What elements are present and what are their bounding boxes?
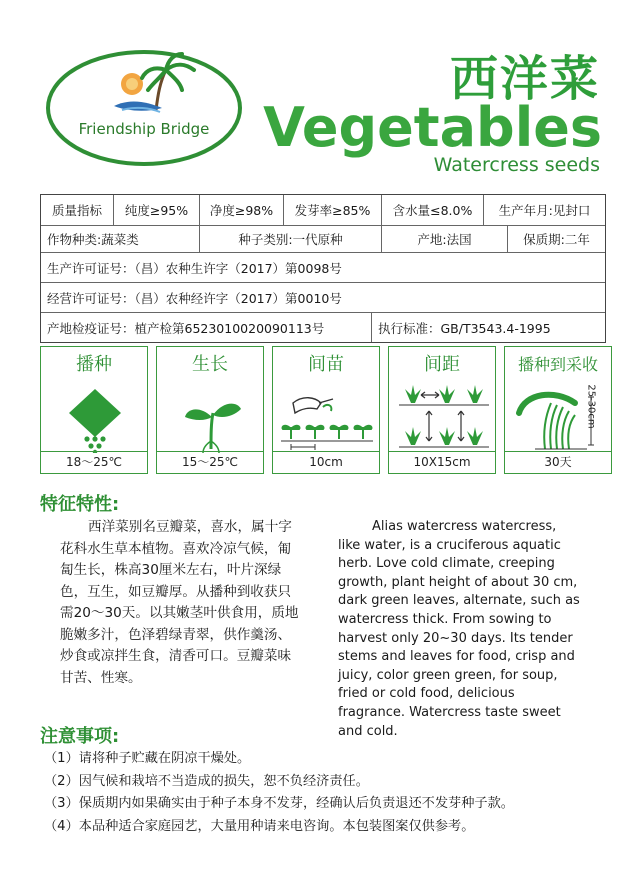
spec-cell: 产地:法国	[381, 226, 507, 252]
spec-cell: 种子类别:一代原种	[199, 226, 381, 252]
features-en-line: herb. Love cold climate, creeping	[338, 556, 555, 572]
spec-row-type	[41, 225, 605, 252]
guide-label: 生长	[192, 354, 228, 375]
guide-label: 播种	[76, 354, 112, 375]
features-cn-line: 花科水生草本植物。喜欢冷凉气候，匍	[60, 540, 292, 557]
guide-growth	[156, 346, 264, 474]
spec-cell: 产地检疫证号：植产检第6523010020090113号	[47, 320, 325, 336]
brand-logo	[44, 48, 244, 168]
logo-text: Friendship Bridge	[78, 120, 210, 138]
guide-value: 10X15cm	[389, 451, 495, 473]
features-english	[338, 518, 606, 741]
spec-cell: 生产年月:见封口	[483, 195, 605, 225]
notes-title: 注意事项:	[40, 726, 120, 747]
features-en-line: harvest only 20~30 days. Its tender	[338, 630, 573, 646]
guide-spacing	[388, 346, 496, 474]
features-chinese	[60, 517, 328, 689]
spacing-icon	[389, 383, 497, 453]
thinning-icon	[273, 383, 381, 453]
spec-cell: 保质期:二年	[507, 226, 605, 252]
guide-value: 15～25℃	[157, 451, 263, 473]
spec-table	[40, 194, 606, 343]
spec-cell: 含水量≤8.0%	[381, 195, 483, 225]
spec-row-quality	[41, 195, 605, 225]
notes-item: （2）因气候和栽培不当造成的损失，恕不负经济责任。	[44, 773, 369, 789]
spec-cell: 经营许可证号：（昌）农种经许字（2017）第0010号	[47, 290, 342, 306]
guide-label: 间苗	[308, 354, 344, 375]
guide-thinning	[272, 346, 380, 474]
title-chinese: 西洋菜	[449, 51, 600, 107]
features-en-line: fragrance. Watercress taste sweet	[338, 704, 561, 720]
growing-guide	[40, 346, 612, 474]
spec-cell: 净度≥98%	[199, 195, 283, 225]
features-en-line: Alias watercress watercress,	[372, 519, 557, 534]
notes-item: （3）保质期内如果确实由于种子本身不发芽，经确认后负责退还不发芽种子款。	[44, 796, 514, 811]
features-cn-line: 西洋菜别名豆瓣菜，喜水，属十字	[88, 519, 292, 535]
features-en-line: watercress thick. From sowing to	[338, 611, 552, 627]
notes-item: （4）本品种适合家庭园艺，大量用种请来电咨询。本包装图案仅供参考。	[44, 818, 475, 834]
features-cn-line: 需20～30天。以其嫩茎叶供食用，质地	[60, 605, 299, 621]
features-en-line: dark green leaves, alternate, such as	[338, 593, 580, 609]
features-en-line: growth, plant height of about 30 cm,	[338, 574, 578, 590]
notes-item: （1）请将种子贮藏在阴凉干燥处。	[44, 751, 251, 766]
logo-emblem-icon	[44, 48, 244, 168]
features-cn-line: 色，互生，如豆瓣厚。从播种到收获只	[60, 583, 292, 600]
guide-value: 10cm	[273, 451, 379, 473]
features-cn-line: 脆嫩多汁，色泽碧绿青翠，供作羹汤、	[60, 626, 292, 643]
spec-cell: 作物种类:蔬菜类	[47, 232, 139, 247]
features-en-line: fried or cold food, delicious	[338, 686, 515, 702]
features-title: 特征特性:	[40, 494, 120, 515]
spec-cell: 生产许可证号：（昌）农种生许字（2017）第0098号	[47, 260, 342, 276]
spec-cell: 纯度≥95%	[113, 195, 199, 225]
spec-row-production-license	[41, 252, 605, 282]
guide-label: 播种到采收	[517, 355, 598, 374]
spec-cell: 执行标准：GB/T3543.4-1995	[371, 313, 605, 342]
harvest-height-label: 25-30cm	[585, 384, 597, 429]
spec-cell: 质量指标	[51, 203, 102, 218]
spec-row-business-license	[41, 282, 605, 312]
features-en-line: like water, is a cruciferous aquatic	[338, 537, 561, 553]
guide-value: 30天	[505, 451, 611, 473]
features-en-line: stems and leaves for food, crisp and	[338, 649, 575, 665]
guide-value: 18～25℃	[41, 451, 147, 473]
spec-row-quarantine	[41, 312, 605, 342]
notes-list	[44, 748, 610, 838]
features-en-line: juicy, color green green, for soup,	[338, 667, 558, 683]
guide-harvest	[504, 346, 612, 474]
features-cn-line: 炒食或凉拌生食，清香可口。豆瓣菜味	[60, 648, 292, 664]
guide-label: 间距	[424, 354, 460, 375]
subtitle: Watercress seeds	[433, 154, 600, 176]
features-en-line: and cold.	[338, 723, 398, 739]
harvest-icon	[505, 383, 613, 453]
sprout-icon	[157, 383, 265, 453]
features-cn-line: 甘苦、性寒。	[60, 669, 142, 686]
title-english: Vegetables	[263, 96, 602, 159]
guide-sowing	[40, 346, 148, 474]
features-cn-line: 匐生长，株高30厘米左右，叶片深绿	[60, 562, 282, 578]
sowing-icon	[41, 383, 149, 453]
spec-cell: 发芽率≥85%	[283, 195, 381, 225]
